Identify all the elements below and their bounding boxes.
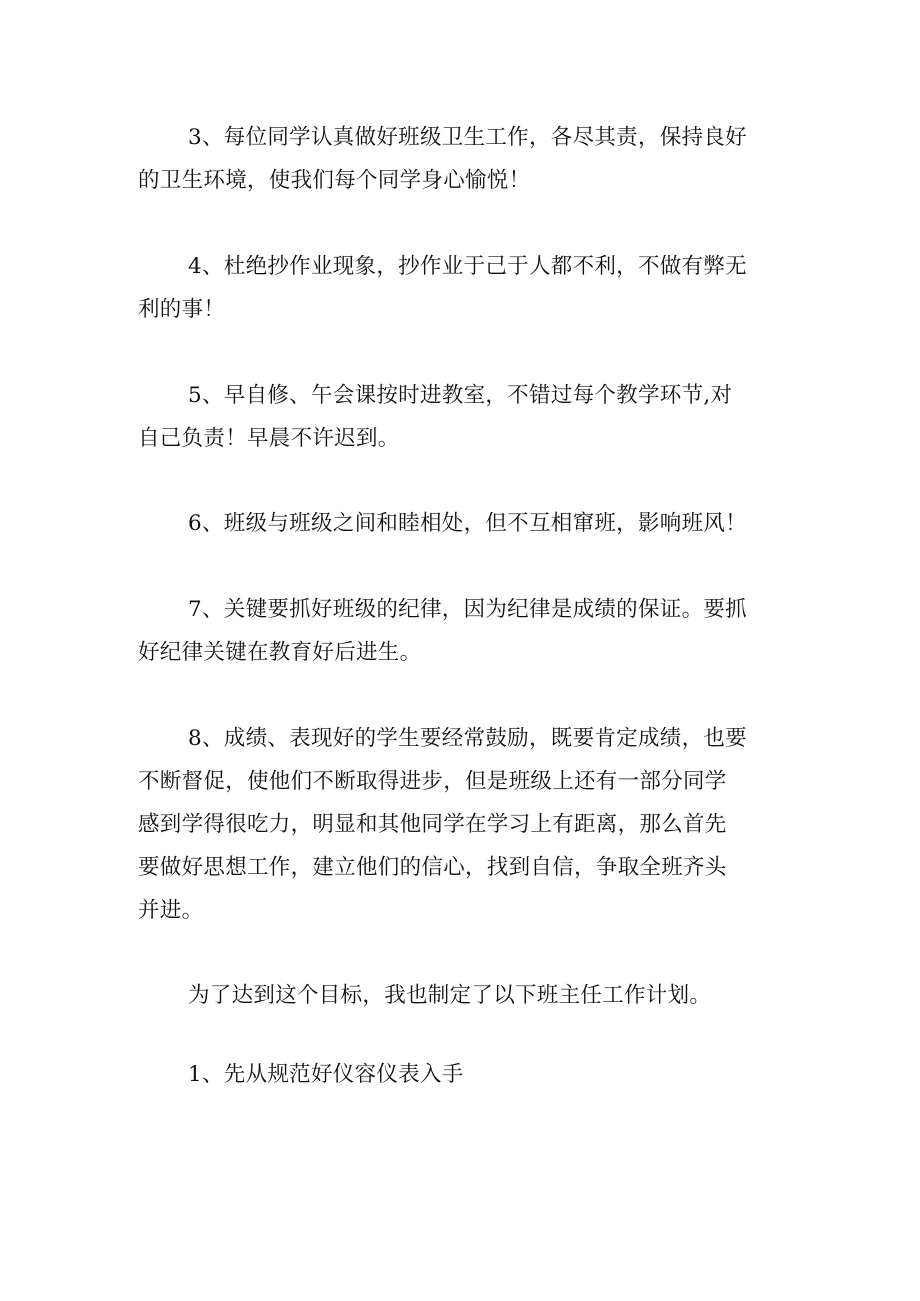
paragraph-line: 5、早自修、午会课按时进教室，不错过每个教学环节,对: [188, 383, 733, 408]
paragraph-line: 自己负责！早晨不许迟到。: [138, 426, 400, 451]
paragraph-item-8: [138, 717, 783, 932]
paragraph-plan-intro: [138, 974, 783, 1017]
paragraph-line: 利的事！: [138, 297, 226, 322]
paragraph-line: 感到学得很吃力，明显和其他同学在学习上有距离，那么首先: [138, 812, 727, 837]
paragraph-item-3: [138, 116, 783, 202]
paragraph-line: 为了达到这个目标，我也制定了以下班主任工作计划。: [188, 983, 712, 1008]
paragraph-item-5: [138, 374, 783, 460]
paragraph-line: 3、每位同学认真做好班级卫生工作，各尽其责，保持良好: [188, 125, 747, 150]
paragraph-line: 要做好思想工作，建立他们的信心，找到自信，争取全班齐头: [138, 855, 727, 880]
paragraph-plan-item-1: [138, 1053, 783, 1096]
paragraph-line: 8、成绩、表现好的学生要经常鼓励，既要肯定成绩，也要: [188, 726, 747, 751]
paragraph-line: 6、班级与班级之间和睦相处，但不互相窜班，影响班风！: [188, 511, 747, 536]
paragraph-item-4: [138, 245, 783, 331]
paragraph-line: 不断督促，使他们不断取得进步，但是班级上还有一部分同学: [138, 769, 727, 794]
paragraph-line: 的卫生环境，使我们每个同学身心愉悦！: [138, 168, 531, 193]
paragraph-item-7: [138, 588, 783, 674]
paragraph-line: 7、关键要抓好班级的纪律，因为纪律是成绩的保证。要抓: [188, 597, 747, 622]
paragraph-item-6: [138, 502, 783, 545]
paragraph-line: 1、先从规范好仪容仪表入手: [188, 1062, 464, 1087]
paragraph-line: 4、杜绝抄作业现象，抄作业于己于人都不利，不做有弊无: [188, 254, 747, 279]
paragraph-line: 并进。: [138, 898, 204, 923]
paragraph-line: 好纪律关键在教育好后进生。: [138, 640, 422, 665]
